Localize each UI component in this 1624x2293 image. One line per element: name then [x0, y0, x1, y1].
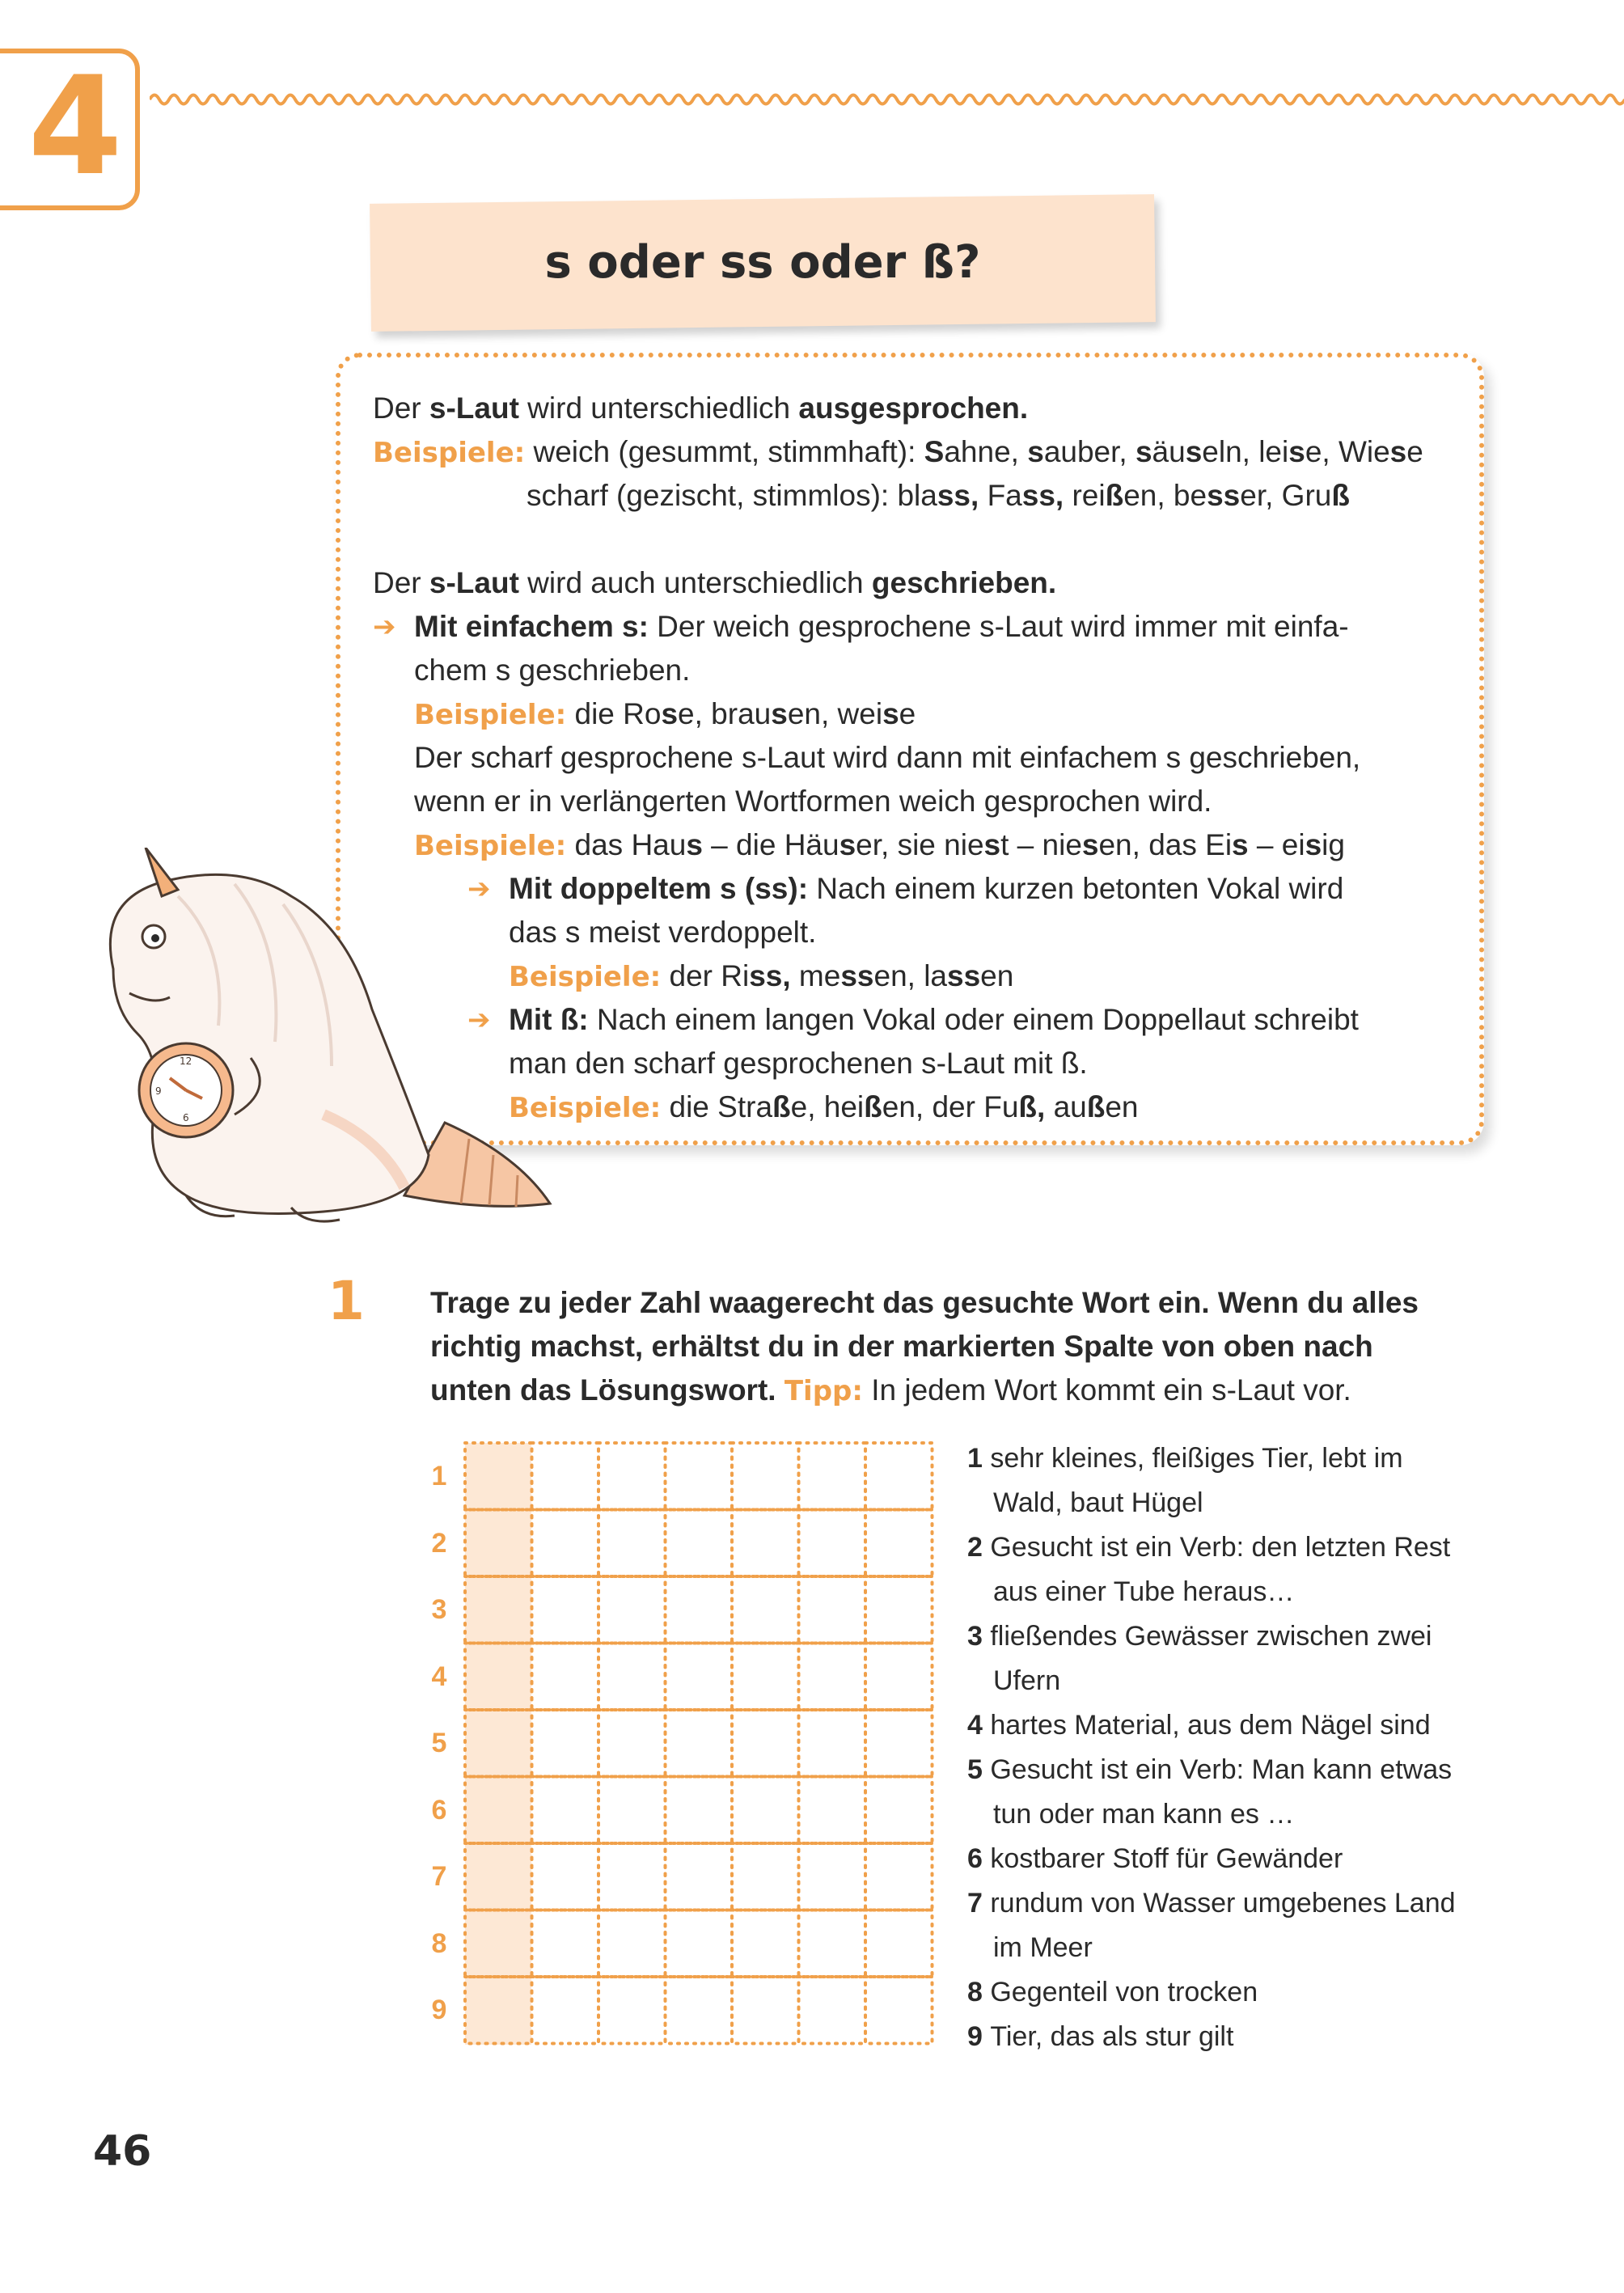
grid-cell[interactable]	[799, 1777, 866, 1844]
grid-cell[interactable]	[598, 1710, 666, 1777]
grid-cell[interactable]	[865, 1777, 933, 1844]
clue-item: Wald, baut Hügel	[993, 1487, 1203, 1518]
row-number: 8	[431, 1927, 447, 1959]
row-number: 9	[431, 1995, 447, 2025]
grid-cell[interactable]	[465, 1843, 532, 1910]
grid-cell[interactable]	[465, 1576, 532, 1644]
rule-double-s-examples: Beispiele: der Riss, messen, lassen	[509, 959, 1014, 993]
grid-cell[interactable]	[865, 1576, 933, 1644]
rule-eszett-cont: man den scharf gesprochenen s-Laut mit ß.	[509, 1047, 1088, 1080]
rule-eszett: Mit ß: Nach einem langen Vokal oder einem Doppellaut schreibt	[509, 1003, 1359, 1036]
clue-item: aus einer Tube heraus…	[993, 1576, 1295, 1607]
grid-cell[interactable]	[732, 1443, 799, 1510]
rule-sharp-examples: scharf (gezischt, stimmlos): blass, Fass, reißen, besser, Gruß	[527, 479, 1350, 512]
grid-cell[interactable]	[732, 1576, 799, 1644]
clue-item: im Meer	[993, 1932, 1093, 1963]
rule-double-s: Mit doppeltem s (ss): Nach einem kurzen betonten Vokal wird	[509, 872, 1344, 905]
arrow-right-icon: ➔	[373, 611, 396, 642]
grid-cell[interactable]	[732, 1910, 799, 1978]
grid-cell[interactable]	[465, 1977, 532, 2044]
rule-single-s-sharp-cont: wenn er in verlängerten Wortformen weich gesprochen wird.	[414, 785, 1212, 818]
clue-item: 6 kostbarer Stoff für Gewänder	[967, 1843, 1343, 1874]
grid-cell[interactable]	[532, 1510, 599, 1577]
examples-label: Beispiele:	[414, 699, 567, 731]
clue-item: Ufern	[993, 1665, 1061, 1696]
grid-cell[interactable]	[532, 1777, 599, 1844]
grid-cell[interactable]	[598, 1843, 666, 1910]
row-number: 3	[431, 1594, 447, 1625]
grid-cell[interactable]	[799, 1977, 866, 2044]
grid-cell[interactable]	[732, 1777, 799, 1844]
grid-cell[interactable]	[666, 1843, 733, 1910]
grid-cell[interactable]	[598, 1644, 666, 1711]
rule-single-s: Mit einfachem s: Der weich gesprochene s-Laut wird immer mit einfa-	[414, 610, 1349, 643]
row-number: 1	[431, 1461, 447, 1491]
grid-cell[interactable]	[865, 1443, 933, 1510]
grid-cell[interactable]	[865, 1843, 933, 1910]
grid-cell[interactable]	[666, 1777, 733, 1844]
rule-eszett-examples: Beispiele: die Straße, heißen, der Fuß, außen	[509, 1090, 1139, 1124]
clue-item: tun oder man kann es …	[993, 1799, 1295, 1830]
grid-cell[interactable]	[465, 1510, 532, 1577]
row-number: 7	[431, 1861, 447, 1892]
svg-text:6: 6	[183, 1112, 189, 1123]
rule-single-s-examples: Beispiele: die Rose, brausen, weise	[414, 697, 916, 731]
examples-label: Beispiele:	[509, 1092, 662, 1124]
grid-cell[interactable]	[532, 1843, 599, 1910]
page-title: s oder ss oder ß?	[544, 236, 981, 289]
grid-cell[interactable]	[799, 1644, 866, 1711]
grid-cell[interactable]	[732, 1977, 799, 2044]
mascot-illustration	[65, 848, 566, 1228]
instruction-line-2: richtig machst, erhältst du in der markierten Spalte von oben nach	[430, 1330, 1373, 1363]
clock-icon	[139, 1043, 233, 1137]
examples-label: Beispiele:	[414, 830, 567, 862]
row-number: 6	[431, 1794, 447, 1826]
rule-single-s-cont: chem s geschrieben.	[414, 654, 691, 687]
instruction-line-1: Trage zu jeder Zahl waagerecht das gesuchte Wort ein. Wenn du alles	[430, 1286, 1419, 1319]
grid-cell[interactable]	[532, 1977, 599, 2044]
grid-cell[interactable]	[732, 1843, 799, 1910]
grid-cell[interactable]	[598, 1777, 666, 1844]
grid-cell[interactable]	[598, 1910, 666, 1978]
grid-cell[interactable]	[598, 1576, 666, 1644]
crossword-grid	[461, 1439, 946, 2054]
grid-cell[interactable]	[666, 1644, 733, 1711]
grid-cell[interactable]	[666, 1576, 733, 1644]
grid-cell[interactable]	[666, 1710, 733, 1777]
grid-cell[interactable]	[799, 1443, 866, 1510]
rule-intro-pronunciation: Der s-Laut wird unterschiedlich ausgesprochen.	[373, 391, 1029, 425]
grid-cell[interactable]	[532, 1710, 599, 1777]
page-number: 46	[93, 2127, 152, 2176]
clue-item: 8 Gegenteil von trocken	[967, 1977, 1258, 2007]
grid-cell[interactable]	[532, 1910, 599, 1978]
grid-cell[interactable]	[666, 1977, 733, 2044]
grid-cell[interactable]	[532, 1576, 599, 1644]
rule-intro-spelling: Der s-Laut wird auch unterschiedlich geschrieben.	[373, 566, 1057, 599]
exercise-number: 1	[328, 1270, 365, 1332]
grid-cell[interactable]	[532, 1644, 599, 1711]
grid-cell[interactable]	[598, 1977, 666, 2044]
grid-cell[interactable]	[465, 1910, 532, 1978]
grid-cell[interactable]	[865, 1644, 933, 1711]
grid-cell[interactable]	[465, 1710, 532, 1777]
clue-item: 1 sehr kleines, fleißiges Tier, lebt im	[967, 1443, 1403, 1474]
grid-cell[interactable]	[865, 1510, 933, 1577]
arrow-right-icon: ➔	[467, 874, 491, 904]
grid-cell[interactable]	[799, 1576, 866, 1644]
decorative-wave-line	[150, 87, 1624, 112]
grid-cell[interactable]	[799, 1843, 866, 1910]
grid-cell[interactable]	[666, 1910, 733, 1978]
grid-cell[interactable]	[532, 1443, 599, 1510]
grid-cell[interactable]	[799, 1910, 866, 1978]
clue-item: 7 rundum von Wasser umgebenes Land	[967, 1888, 1456, 1919]
svg-text:9: 9	[155, 1085, 162, 1097]
examples-label: Beispiele:	[373, 437, 526, 469]
clue-item: 9 Tier, das als stur gilt	[967, 2021, 1234, 2052]
grid-cell[interactable]	[666, 1443, 733, 1510]
rule-soft-examples: Beispiele: weich (gesummt, stimmhaft): Sahne, sauber, säuseln, leise, Wiese	[373, 435, 1423, 469]
row-number: 2	[431, 1527, 447, 1559]
grid-cell[interactable]	[865, 1977, 933, 2044]
grid-cell[interactable]	[732, 1644, 799, 1711]
arrow-right-icon: ➔	[467, 1005, 491, 1035]
grid-cell[interactable]	[732, 1510, 799, 1577]
examples-label: Beispiele:	[509, 961, 662, 993]
rule-single-s-sharp: Der scharf gesprochene s-Laut wird dann mit einfachem s geschrieben,	[414, 741, 1361, 774]
rule-double-s-cont: das s meist verdoppelt.	[509, 916, 817, 949]
grid-cell[interactable]	[465, 1777, 532, 1844]
grid-cell[interactable]	[598, 1443, 666, 1510]
grid-cell[interactable]	[799, 1710, 866, 1777]
row-number: 5	[431, 1728, 447, 1758]
grid-cell[interactable]	[465, 1644, 532, 1711]
row-number: 4	[431, 1661, 447, 1692]
grid-cell[interactable]	[732, 1710, 799, 1777]
grid-cell[interactable]	[865, 1910, 933, 1978]
grid-cell[interactable]	[465, 1443, 532, 1510]
svg-text:12: 12	[180, 1056, 192, 1067]
instruction-line-3: unten das Lösungswort. Tipp: In jedem Wort kommt ein s-Laut vor.	[430, 1373, 1351, 1407]
clue-item: 4 hartes Material, aus dem Nägel sind	[967, 1710, 1431, 1741]
clue-item: 2 Gesucht ist ein Verb: den letzten Rest	[967, 1532, 1451, 1563]
clue-item: 5 Gesucht ist ein Verb: Man kann etwas	[967, 1754, 1453, 1785]
rule-single-s-examples-2: Beispiele: das Haus – die Häuser, sie niest – niesen, das Eis – eisig	[414, 828, 1345, 862]
clue-item: 3 fließendes Gewässer zwischen zwei	[967, 1621, 1432, 1652]
chapter-number: 4	[27, 47, 123, 205]
grid-cell[interactable]	[666, 1510, 733, 1577]
tip-label: Tipp:	[784, 1375, 863, 1407]
grid-cell[interactable]	[865, 1710, 933, 1777]
grid-cell[interactable]	[598, 1510, 666, 1577]
grid-cell[interactable]	[799, 1510, 866, 1577]
